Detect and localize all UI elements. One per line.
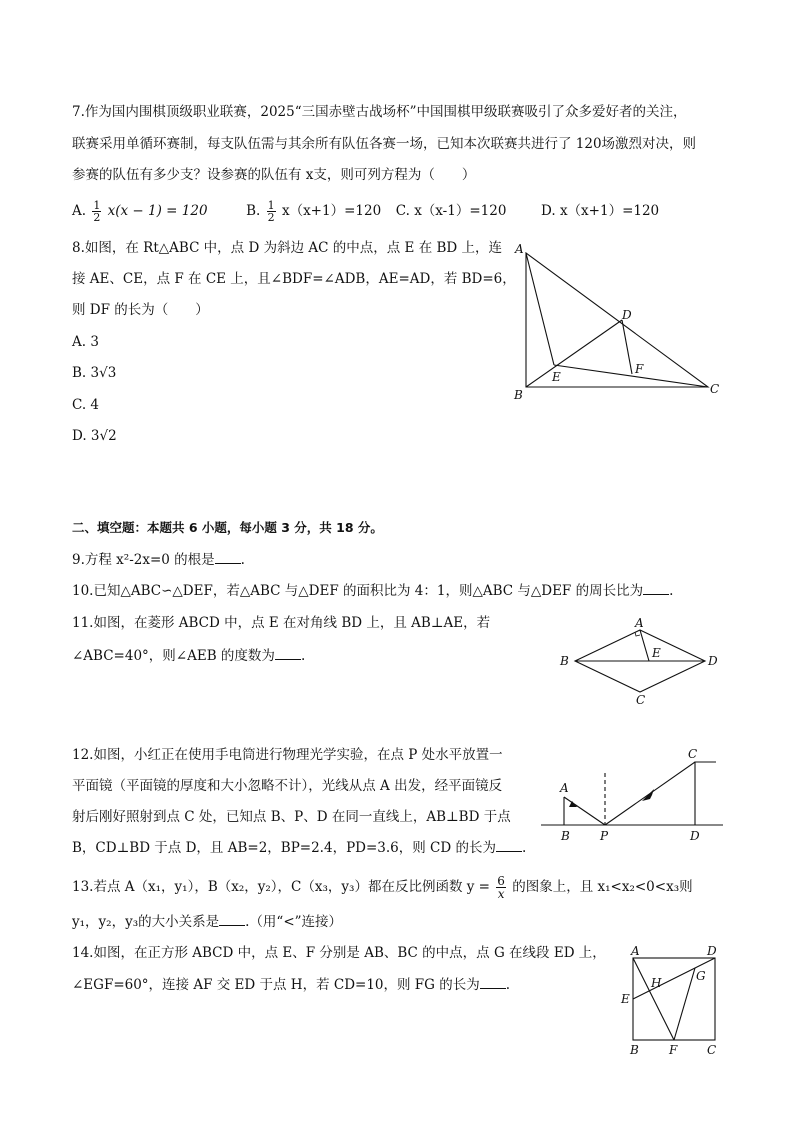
q8-label-f: F (635, 362, 644, 376)
q7-option-c: C. x（x-1）=120 (395, 203, 507, 219)
q7-line3: 参赛的队伍有多少支？设参赛的队伍有 x支，则可列方程为（ ） (72, 167, 476, 183)
q14-label-h: H (651, 976, 662, 990)
q8-label-a: A (515, 242, 524, 256)
q14-answer-blank[interactable] (480, 976, 506, 989)
q8-option-c: C. 4 (72, 397, 100, 413)
q12-label-a: A (560, 781, 569, 795)
q11-line2: ∠ABC=40°，则∠AEB 的度数为 . (72, 648, 306, 664)
q11-line1: 11.如图，在菱形 ABCD 中，点 E 在对角线 BD 上，且 AB⊥AE，若 (72, 615, 491, 631)
q11-rhombus-figure (555, 612, 730, 707)
q7-option-a: A. $\frac{1}{2}$ x(x − 1) = 120 (72, 199, 208, 224)
q13-answer-blank[interactable] (219, 913, 245, 926)
q8-label-c: C (710, 382, 720, 396)
q10: 10.已知△ABC∽△DEF，若△ABC 与△DEF 的面积比为 4：1，则△ABC 与△DEF 的周长比为 . (72, 583, 674, 599)
q14-label-d: D (707, 944, 717, 958)
q11-answer-blank[interactable] (275, 647, 301, 660)
q11-label-a: A (635, 616, 644, 630)
q12-answer-blank[interactable] (496, 839, 522, 852)
q13-line2: y₁，y₂，y₃的大小关系是 .（用“<”连接） (72, 914, 343, 930)
q14-label-b: B (630, 1043, 639, 1057)
q8-option-b: B. 3√3 (72, 365, 117, 381)
q14-square-figure (618, 942, 728, 1062)
q13-line1: 13.若点 A（x₁，y₁），B（x₂，y₂），C（x₃，y₃）都在反比例函数 y = $\frac{6}{x}$ 的图象上，且 x₁<x₂<0<x₃则 (72, 874, 693, 901)
q12-label-p: P (600, 829, 609, 843)
q9-answer-blank[interactable] (215, 551, 241, 564)
q8-line3: 则 DF 的长为（ ） (72, 302, 209, 318)
q8-option-d: D. 3√2 (72, 428, 117, 444)
q9: 9.方程 x²-2x=0 的根是 . (72, 552, 245, 568)
q8-label-b: B (514, 388, 523, 402)
q14-label-e: E (621, 992, 630, 1006)
q14-line2: ∠EGF=60°，连接 AF 交 ED 于点 H，若 CD=10，则 FG 的长为 . (72, 977, 511, 993)
q12-line1: 12.如图，小红正在使用手电筒进行物理光学实验，在点 P 处水平放置一 (72, 747, 503, 763)
q7-options (72, 198, 659, 224)
q12-line4: B，CD⊥BD 于点 D，且 AB=2，BP=2.4，PD=3.6，则 CD 的长为 . (72, 840, 527, 856)
q12-line3: 射后刚好照射到点 C 处，已知点 B、P、D 在同一直线上，AB⊥BD 于点 (72, 809, 511, 825)
q8-triangle-figure (505, 235, 730, 405)
q8-line2: 接 AE、CE，点 F 在 CE 上，且∠BDF=∠ADB，AE=AD，若 BD=6， (72, 271, 516, 287)
q14-label-c: C (707, 1043, 717, 1057)
q12-line2: 平面镜（平面镜的厚度和大小忽略不计），光线从点 A 出发，经平面镜反 (72, 778, 503, 794)
q11-label-d: D (708, 654, 718, 668)
q7-line2: 联赛采用单循环赛制，每支队伍需与其余所有队伍各赛一场，已知本次联赛共进行了 120场激烈对决，则 (72, 136, 697, 152)
q14-label-f: F (669, 1043, 678, 1057)
q14-label-a: A (631, 944, 640, 958)
q11-label-c: C (636, 693, 646, 707)
q12-label-d: D (690, 829, 700, 843)
q12-label-c: C (688, 747, 698, 761)
q14-line1: 14.如图，在正方形 ABCD 中，点 E、F 分别是 AB、BC 的中点，点 G 在线段 ED 上， (72, 945, 606, 961)
q8-option-a: A. 3 (72, 334, 99, 350)
q8-label-e: E (552, 370, 561, 384)
q8-label-d: D (622, 308, 632, 322)
q11-label-b: B (560, 654, 569, 668)
q7-line1: 7.作为国内围棋顶级职业联赛，2025“三国赤壁古战场杯”中国围棋甲级联赛吸引了众多爱好者的关注， (72, 104, 687, 120)
q11-label-e: E (652, 646, 661, 660)
q8-line1: 8.如图，在 Rt△ABC 中，点 D 为斜边 AC 的中点，点 E 在 BD 上，连 (72, 240, 503, 256)
q7-option-b: B. $\frac{1}{2}$ x（x+1）=120 (246, 199, 382, 224)
section-2-title: 二、填空题：本题共 6 小题，每小题 3 分，共 18 分。 (72, 520, 383, 535)
q12-label-b: B (561, 829, 570, 843)
q12-mirror-figure (538, 745, 728, 850)
q7-option-d: D. x（x+1）=120 (541, 203, 660, 219)
q8-triangle-abc (526, 253, 708, 387)
q10-answer-blank[interactable] (643, 582, 669, 595)
q14-label-g: G (696, 969, 706, 983)
